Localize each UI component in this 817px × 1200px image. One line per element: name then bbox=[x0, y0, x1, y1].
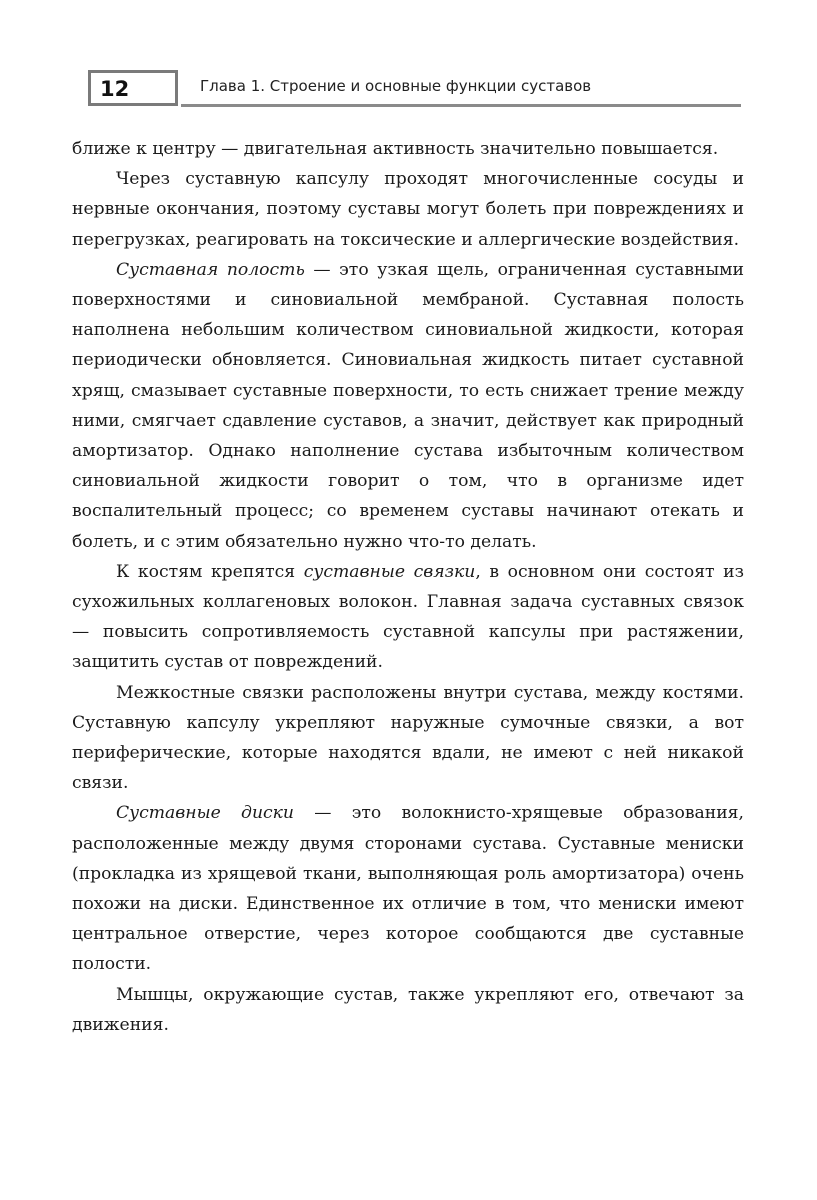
paragraph-4 bbox=[72, 557, 744, 678]
term-italic: Суставные диски bbox=[116, 803, 294, 824]
paragraph-text: — это волокнисто-хрящевые образования, расположенные между двумя сторонами сустава. Суставные мениски (прокладка из хрящевой ткани, выполняющая роль амортизатора) очень похожи на диски. Единственное их отличие в том, что мениски имеют центральное отверстие, через которое сообщаются две суставные полости. bbox=[72, 803, 744, 975]
body-text bbox=[72, 134, 744, 1040]
paragraph-7 bbox=[72, 980, 744, 1040]
term-italic: Суставная полость bbox=[116, 259, 305, 280]
paragraph-text-before: К костям крепятся bbox=[116, 561, 304, 582]
paragraph-2 bbox=[72, 164, 744, 255]
term-italic: суставные связки bbox=[303, 561, 476, 582]
paragraph-text: Через суставную капсулу проходят многочисленные сосуды и нервные окончания, поэтому суставы могут болеть при повреждениях и перегрузках, реагировать на токсические и аллергические воздействия. bbox=[72, 169, 744, 250]
paragraph-text: ближе к центру — двигательная активность значительно повышается. bbox=[72, 139, 719, 159]
header-rule bbox=[181, 104, 741, 107]
paragraph-text: Мышцы, окружающие сустав, также укрепляют его, отвечают за движения. bbox=[72, 984, 744, 1035]
paragraph-1 bbox=[72, 134, 744, 164]
paragraph-3 bbox=[72, 255, 744, 557]
page-number: 12 bbox=[100, 77, 130, 101]
page-number-box bbox=[88, 70, 178, 106]
paragraph-6 bbox=[72, 798, 744, 979]
paragraph-text: Межкостные связки расположены внутри сустава, между костями. Суставную капсулу укрепляют наружные сумочные связки, а вот периферические, которые находятся вдали, не имеют с ней никакой связи. bbox=[72, 682, 744, 794]
page-header bbox=[88, 70, 741, 110]
paragraph-5 bbox=[72, 678, 744, 799]
chapter-title: Глава 1. Строение и основные функции суставов bbox=[200, 77, 592, 95]
paragraph-text: , в основном они состоят из сухожильных коллагеновых волокон. Главная задача суставных связок — повысить сопротивляемость суставной капсулы при растяжении, защитить сустав от повреждений. bbox=[72, 561, 744, 673]
paragraph-text: — это узкая щель, ограниченная суставными поверхностями и синовиальной мембраной. Суставная полость наполнена небольшим количеством синовиальной жидкости, которая периодически обновляется. Синовиальная жидкость питает суставной хрящ, смазывает суставные поверхности, то есть снижает трение между ними, смягчает сдавление суставов, а значит, действует как природный амортизатор. Однако наполнение сустава избыточным количеством синовиальной жидкости говорит о том, что в организме идет воспалительный процесс; со временем суставы начинают отекать и болеть, и с этим обязательно нужно что-то делать. bbox=[72, 259, 745, 552]
